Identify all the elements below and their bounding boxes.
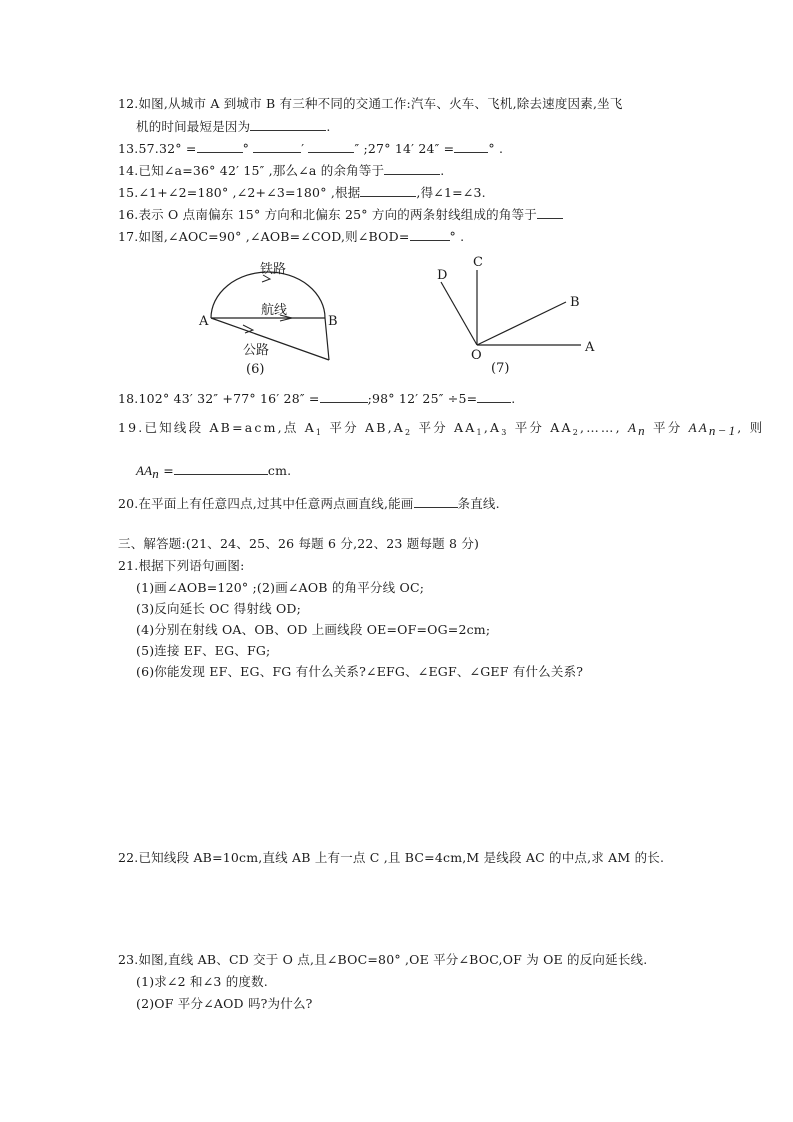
q18-text: 18.102° 43′ 32″ +77° 16′ 28″ = bbox=[118, 391, 320, 406]
q19-text: , 则 bbox=[737, 420, 765, 435]
q19-var-an: A bbox=[627, 420, 639, 435]
question-23: 23.如图,直线 AB、CD 交于 O 点,且∠BOC=80° ,OE 平分∠BOC,OF 为 OE 的反向延长线. bbox=[118, 952, 648, 967]
q21-item: (4)分别在射线 OA、OB、OD 上画线段 OE=OF=OG=2cm; bbox=[136, 622, 491, 637]
q16-text: 16.表示 O 点南偏东 15° 方向和北偏东 25° 方向的两条射线组成的角等于 bbox=[118, 207, 537, 222]
q13-mid: ″ ;27° 14′ 24″ = bbox=[354, 141, 455, 156]
q18-division-blank[interactable] bbox=[477, 390, 511, 403]
q21-item: (5)连接 EF、EG、FG; bbox=[136, 643, 271, 658]
q23-item: (1)求∠2 和∠3 的度数. bbox=[136, 974, 268, 989]
q19-sub: n bbox=[152, 466, 159, 481]
question-12-line1: 12.如图,从城市 A 到城市 B 有三种不同的交通工作:汽车、火车、飞机,除去速度因素,坐飞 bbox=[118, 96, 623, 111]
q13-min-unit: ′ bbox=[301, 141, 305, 156]
q19-text: 19.已知线段 AB=acm,点 A bbox=[118, 420, 316, 435]
fig7-label-c: C bbox=[473, 255, 483, 270]
fig7-label-b: B bbox=[570, 295, 580, 310]
fig6-label-a: A bbox=[199, 314, 209, 329]
q20-answer-blank[interactable] bbox=[414, 495, 458, 508]
q13-deg-unit: ° bbox=[242, 141, 250, 156]
q21-item: (3)反向延长 OC 得射线 OD; bbox=[136, 601, 302, 616]
ray-od bbox=[441, 282, 477, 345]
section-3-heading: 三、解答题:(21、24、25、26 每题 6 分,22、23 题每题 8 分) bbox=[118, 536, 480, 551]
q19-text: ,A bbox=[483, 420, 502, 435]
q18-suffix: . bbox=[511, 391, 516, 406]
q19-text: 平分 bbox=[653, 420, 683, 435]
question-19-line2 bbox=[136, 462, 291, 482]
q17-suffix: ° . bbox=[449, 229, 465, 244]
ray-ob bbox=[477, 302, 566, 345]
question-21-title: 21.根据下列语句画图: bbox=[118, 558, 245, 573]
q19-var-aan: AA bbox=[136, 463, 153, 478]
q13-text: 13.57.32° = bbox=[118, 141, 197, 156]
q19-text: 平分 AA bbox=[514, 420, 573, 435]
q19-sub: 3 bbox=[501, 428, 509, 437]
q19-var-aan1: AA bbox=[688, 420, 709, 435]
q15-suffix: ,得∠1=∠3. bbox=[416, 185, 486, 200]
q13-suffix: ° . bbox=[488, 141, 504, 156]
q19-sub: 2 bbox=[572, 428, 581, 437]
fig7-label-a: A bbox=[585, 340, 595, 355]
q12-suffix: . bbox=[326, 119, 331, 134]
q20-text: 20.在平面上有任意四点,过其中任意两点画直线,能画 bbox=[118, 496, 414, 511]
q19-sub: n−1 bbox=[708, 423, 738, 438]
figure-6-transport-routes bbox=[198, 261, 338, 377]
q21-item: (6)你能发现 EF、EG、FG 有什么关系?∠EFG、∠EGF、∠GEF 有什么关系? bbox=[136, 664, 584, 679]
fig7-label-o: O bbox=[471, 348, 482, 363]
figures bbox=[0, 0, 793, 400]
fig6-label-road: 公路 bbox=[243, 343, 270, 358]
fig6-caption: (6) bbox=[246, 362, 265, 377]
q17-text: 17.如图,∠AOC=90° ,∠AOB=∠COD,则∠BOD= bbox=[118, 229, 410, 244]
fig7-label-d: D bbox=[437, 268, 448, 283]
q19-sub: 2 bbox=[405, 428, 413, 437]
fig6-label-railway: 铁路 bbox=[260, 262, 287, 277]
q21-item: (1)画∠AOB=120° ;(2)画∠AOB 的角平分线 OC; bbox=[136, 580, 425, 595]
road-line-1 bbox=[211, 318, 329, 360]
question-19-line1 bbox=[118, 420, 764, 441]
q12-text: 机的时间最短是因为 bbox=[136, 119, 251, 134]
q19-text: ,……, bbox=[580, 420, 622, 435]
q19-text: 平分 AA bbox=[418, 420, 477, 435]
fig6-label-b: B bbox=[328, 314, 338, 329]
q19-answer-blank[interactable] bbox=[174, 462, 268, 475]
q14-text: 14.已知∠a=36° 42′ 15″ ,那么∠a 的余角等于 bbox=[118, 163, 385, 178]
q19-suffix: cm. bbox=[267, 463, 292, 478]
q19-sub: 1 bbox=[476, 428, 484, 437]
question-22: 22.已知线段 AB=10cm,直线 AB 上有一点 C ,且 BC=4cm,M 是线段 AC 的中点,求 AM 的长. bbox=[118, 850, 665, 865]
question-20 bbox=[118, 495, 500, 512]
q18-sum-blank[interactable] bbox=[320, 390, 368, 403]
q23-item: (2)OF 平分∠AOD 吗?为什么? bbox=[136, 996, 313, 1011]
q20-suffix: 条直线. bbox=[457, 496, 500, 511]
q15-text: 15.∠1+∠2=180° ,∠2+∠3=180° ,根据 bbox=[118, 185, 361, 200]
q18-mid: ;98° 12′ 25″ ÷5= bbox=[367, 391, 478, 406]
q14-suffix: . bbox=[440, 163, 445, 178]
q19-eq: = bbox=[163, 463, 174, 478]
q19-sub: 1 bbox=[315, 428, 324, 437]
q19-sub: n bbox=[638, 423, 647, 438]
fig6-label-airline: 航线 bbox=[261, 303, 288, 318]
q19-text: 平分 AB,A bbox=[329, 420, 405, 435]
question-18 bbox=[118, 390, 515, 407]
fig7-caption: (7) bbox=[491, 361, 510, 376]
figure-7-angles bbox=[437, 255, 595, 376]
